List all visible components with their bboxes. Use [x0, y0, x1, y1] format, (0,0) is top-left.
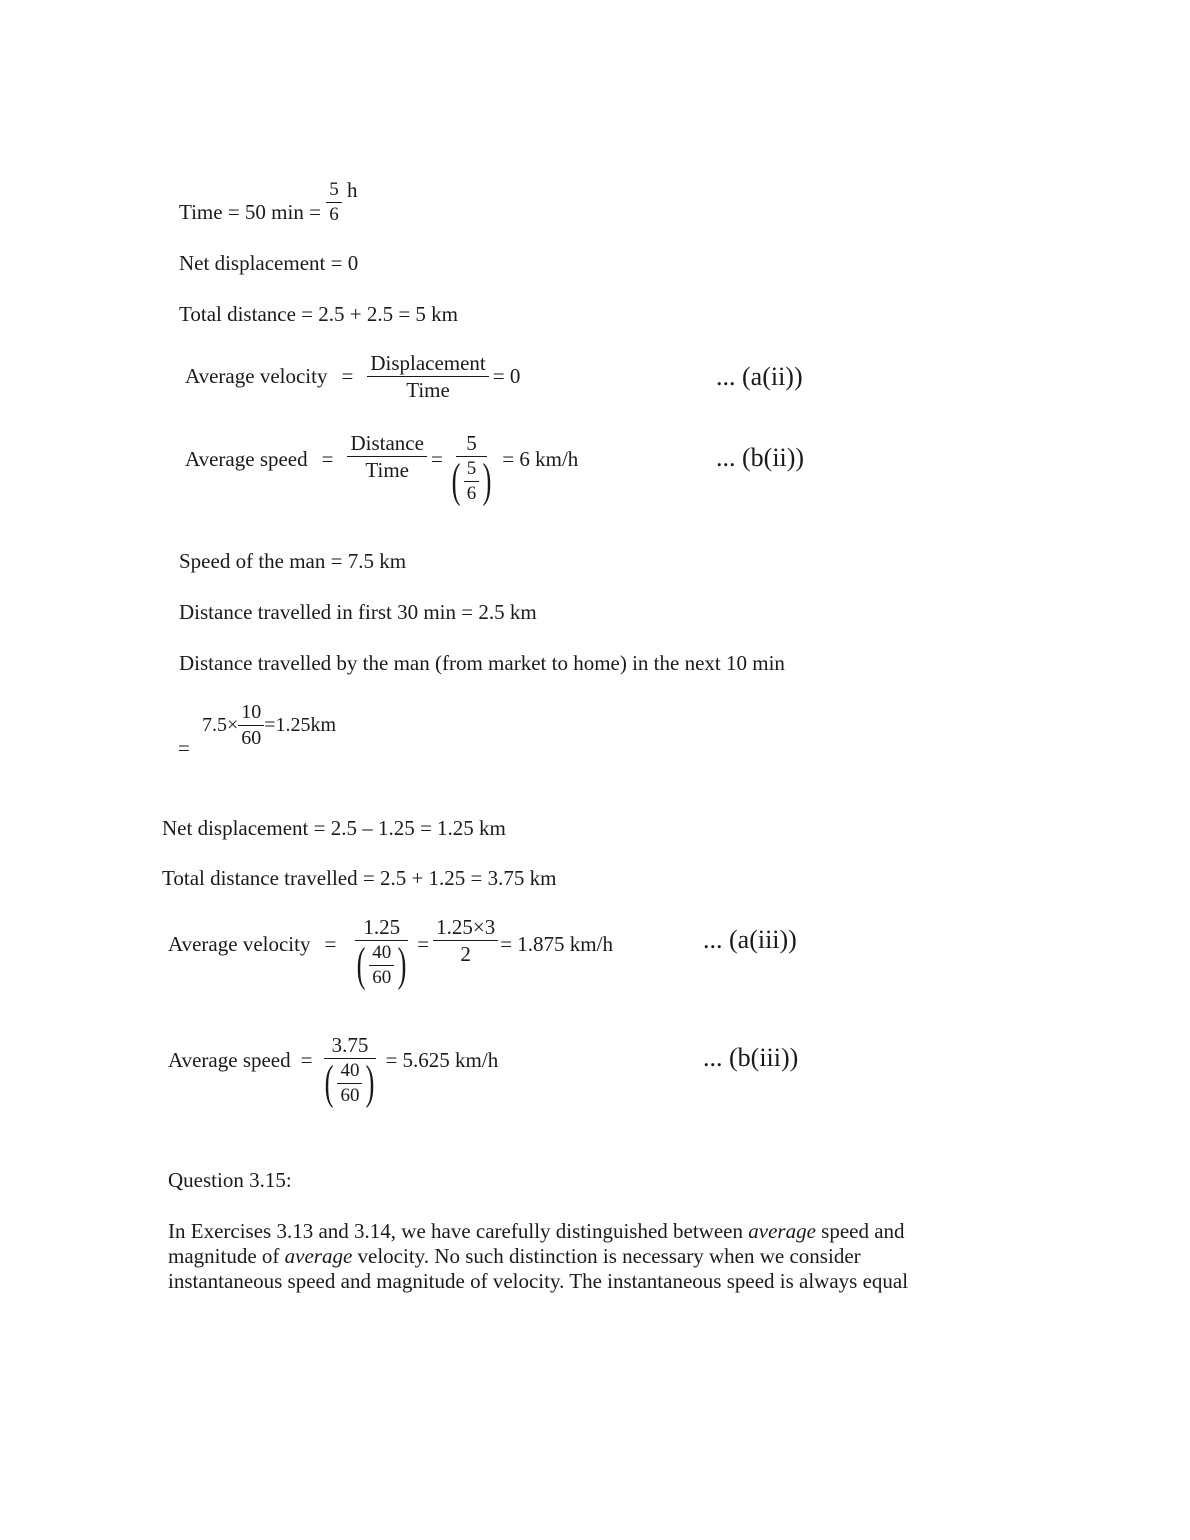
distance-next-10-min: Distance travelled by the man (from market to home) in the next 10 min	[179, 651, 785, 675]
speed-of-man: Speed of the man = 7.5 km	[179, 549, 407, 573]
inner-fraction	[369, 943, 394, 988]
question-line-1	[168, 1219, 968, 1244]
eq-sign: =	[300, 1048, 313, 1072]
eq-sign: =	[430, 447, 443, 471]
emphasis: average	[748, 1219, 816, 1243]
three-point-seven-five-over-forty-sixtieths	[318, 1033, 381, 1110]
frac-num: 1.25	[355, 916, 408, 941]
result: = 0	[492, 364, 521, 389]
frac-num: 10	[238, 702, 264, 726]
distance-first-30-min: Distance travelled in first 30 min = 2.5 km	[179, 600, 537, 624]
average-speed-eq-1	[185, 431, 579, 508]
paren-fraction	[445, 454, 498, 508]
eq-sign: =	[324, 932, 337, 956]
right-paren: )	[397, 938, 407, 992]
right-paren: )	[482, 454, 492, 508]
time-lhs: Time = 50 min =	[179, 200, 321, 224]
ten-over-sixty	[238, 702, 264, 749]
time-equation	[179, 170, 357, 225]
calc-lhs: 7.5×	[202, 714, 239, 736]
emphasis: average	[284, 1244, 353, 1268]
frac-num: 5	[456, 432, 487, 457]
left-paren: (	[356, 938, 366, 992]
inner-fraction	[464, 459, 480, 504]
equation-tag-b-ii: ... (b(ii))	[716, 443, 805, 472]
eq-sign: =	[341, 364, 354, 389]
calc-result: =1.25km	[264, 714, 337, 736]
text-run: magnitude of	[168, 1244, 285, 1268]
average-velocity-eq-1	[185, 352, 520, 401]
avg-vel-label: Average velocity	[168, 932, 311, 956]
frac-den: Time	[406, 378, 450, 403]
question-line-2	[168, 1244, 968, 1269]
text-run: speed and	[815, 1219, 905, 1243]
paren-fraction	[318, 1056, 381, 1110]
time-den: 6	[329, 204, 339, 226]
net-displacement-2: Net displacement = 2.5 – 1.25 = 1.25 km	[162, 816, 506, 840]
avg-speed-label: Average speed	[185, 447, 308, 471]
question-line-3: instantaneous speed and magnitude of velocity. The instantaneous speed is always equal	[168, 1269, 909, 1293]
paren-fraction	[350, 938, 413, 992]
text-run: In Exercises 3.13 and 3.14, we have carefully distinguished between	[168, 1219, 749, 1243]
result: = 6 km/h	[502, 447, 579, 471]
eq-sign-left: =	[178, 736, 190, 760]
distance-over-time	[347, 432, 426, 481]
equation-tag-b-iii: ... (b(iii))	[703, 1043, 799, 1072]
text-run: velocity. No such distinction is necessary when we consider	[352, 1244, 861, 1268]
frac-num: 3.75	[324, 1034, 377, 1059]
inner-num: 5	[464, 459, 480, 482]
frac-num: 1.25×3	[433, 916, 498, 941]
inner-den: 60	[372, 966, 392, 988]
question-heading: Question 3.15:	[168, 1168, 292, 1192]
inner-num: 40	[369, 943, 394, 966]
avg-speed-label: Average speed	[168, 1048, 291, 1072]
result: = 1.875 km/h	[500, 932, 613, 956]
inner-den: 6	[466, 482, 477, 504]
left-paren: (	[325, 1056, 334, 1110]
time-unit: h	[346, 178, 358, 202]
net-displacement-1: Net displacement = 0	[179, 251, 359, 275]
question-paragraph	[168, 1219, 968, 1294]
one-point-two-five-over-forty-sixtieths	[350, 915, 413, 992]
result: = 5.625 km/h	[385, 1048, 499, 1072]
time-num: 5	[326, 180, 342, 203]
inner-den: 60	[340, 1084, 360, 1106]
frac-den: 2	[460, 942, 471, 967]
total-distance-1: Total distance = 2.5 + 2.5 = 5 km	[179, 302, 459, 326]
right-paren: )	[366, 1056, 375, 1110]
equation-tag-a-iii: ... (a(iii))	[703, 925, 797, 954]
distance-calc	[202, 702, 336, 749]
frac-den: Time	[365, 458, 410, 483]
eq-sign: =	[321, 447, 334, 471]
frac-num: Displacement	[367, 352, 488, 377]
inner-fraction	[337, 1061, 362, 1106]
left-paren: (	[451, 454, 461, 508]
average-speed-eq-2	[168, 1033, 499, 1110]
displacement-over-time	[367, 352, 488, 401]
avg-vel-label: Average velocity	[185, 364, 328, 389]
average-velocity-eq-2	[168, 915, 613, 992]
time-fraction	[326, 180, 342, 225]
equation-tag-a-ii: ... (a(ii))	[716, 362, 803, 391]
inner-num: 40	[337, 1061, 362, 1084]
five-over-five-sixths	[445, 431, 498, 508]
frac-num: Distance	[347, 432, 426, 457]
eq-sign: =	[417, 932, 430, 956]
frac-den: 60	[241, 727, 262, 749]
one-point-two-five-times-three-over-two	[433, 916, 498, 965]
total-distance-2: Total distance travelled = 2.5 + 1.25 = 3.75 km	[162, 866, 557, 890]
